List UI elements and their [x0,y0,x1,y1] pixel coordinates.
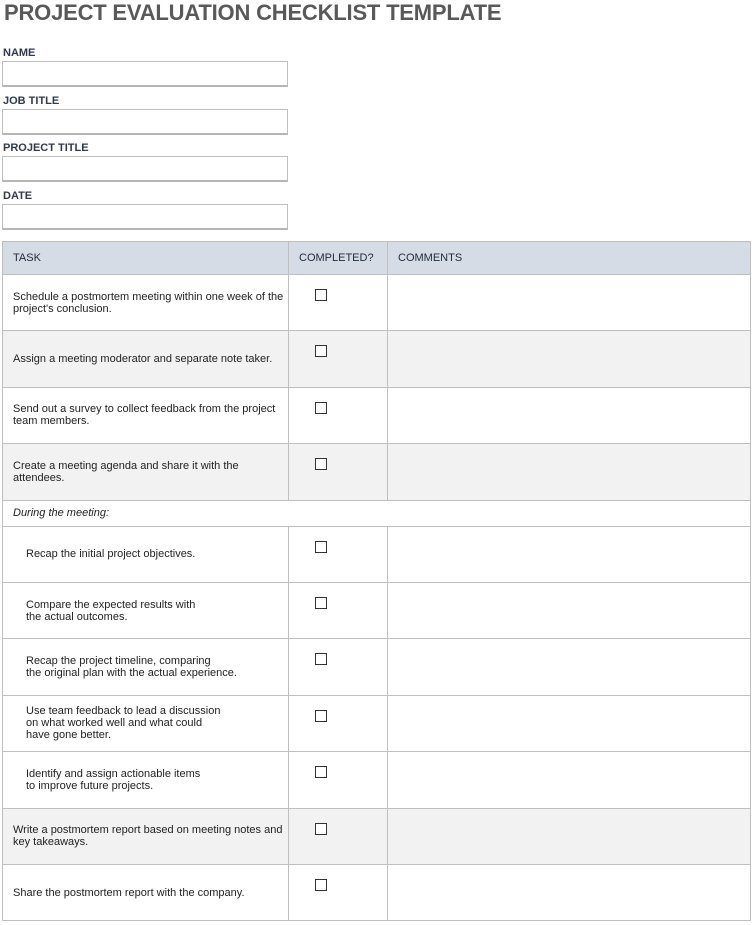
completed-checkbox[interactable] [315,402,327,414]
checklist-table [2,241,751,921]
table-header-row [3,242,751,275]
completed-checkbox[interactable] [315,541,327,553]
table-row [3,275,751,331]
completed-checkbox[interactable] [315,653,327,665]
task-text: Schedule a postmortem meeting within one week of the project's conclusion. [13,290,284,315]
task-column-header: TASK [3,242,289,275]
comment-cell[interactable] [388,275,751,331]
task-text: Assign a meeting moderator and separate note taker. [13,353,273,366]
completed-column-header: COMPLETED? [289,242,388,275]
job-title-field[interactable] [2,109,288,135]
table-row [3,808,751,864]
completed-checkbox[interactable] [315,458,327,470]
table-row [3,582,751,638]
date-label: DATE [3,190,33,202]
comment-cell[interactable] [388,808,751,864]
completed-checkbox[interactable] [315,823,327,835]
comment-cell[interactable] [388,695,751,751]
completed-checkbox[interactable] [315,289,327,301]
project-title-field[interactable] [2,156,288,182]
table-row [3,639,751,695]
table-row [3,331,751,387]
task-text: Write a postmortem report based on meeting notes and key takeaways. [13,824,283,849]
task-text: Share the postmortem report with the company. [13,886,245,899]
completed-checkbox[interactable] [315,345,327,357]
comment-cell[interactable] [388,387,751,443]
page-title: PROJECT EVALUATION CHECKLIST TEMPLATE [4,0,502,25]
task-text: Send out a survey to collect feedback from the project team members. [13,403,276,428]
comment-cell[interactable] [388,582,751,638]
table-row [3,387,751,443]
table-row [3,864,751,920]
task-text: Create a meeting agenda and share it with the attendees. [13,459,239,484]
completed-checkbox[interactable] [315,766,327,778]
task-text: Use team feedback to lead a discussion on what worked well and what could have gone better. [26,705,221,742]
table-row [3,526,751,582]
comment-cell[interactable] [388,864,751,920]
date-field[interactable] [2,204,288,230]
completed-checkbox[interactable] [315,597,327,609]
task-text: Recap the initial project objectives. [26,548,196,561]
completed-checkbox[interactable] [315,710,327,722]
table-row [3,695,751,751]
section-label: During the meeting: [3,500,751,526]
name-field[interactable] [2,61,288,87]
task-text: Recap the project timeline, comparing the original plan with the actual experience. [26,655,237,680]
job-title-label: JOB TITLE [3,95,60,107]
section-row [3,500,751,526]
completed-checkbox[interactable] [315,879,327,891]
task-text: Identify and assign actionable items to improve future projects. [26,767,201,792]
name-label: NAME [3,47,36,59]
comment-cell[interactable] [388,639,751,695]
comment-cell[interactable] [388,752,751,808]
comment-cell[interactable] [388,331,751,387]
project-title-label: PROJECT TITLE [3,142,89,154]
comment-cell[interactable] [388,526,751,582]
table-row [3,444,751,500]
comment-cell[interactable] [388,444,751,500]
table-row [3,752,751,808]
comments-column-header: COMMENTS [388,242,751,275]
task-text: Compare the expected results with the actual outcomes. [26,598,196,623]
